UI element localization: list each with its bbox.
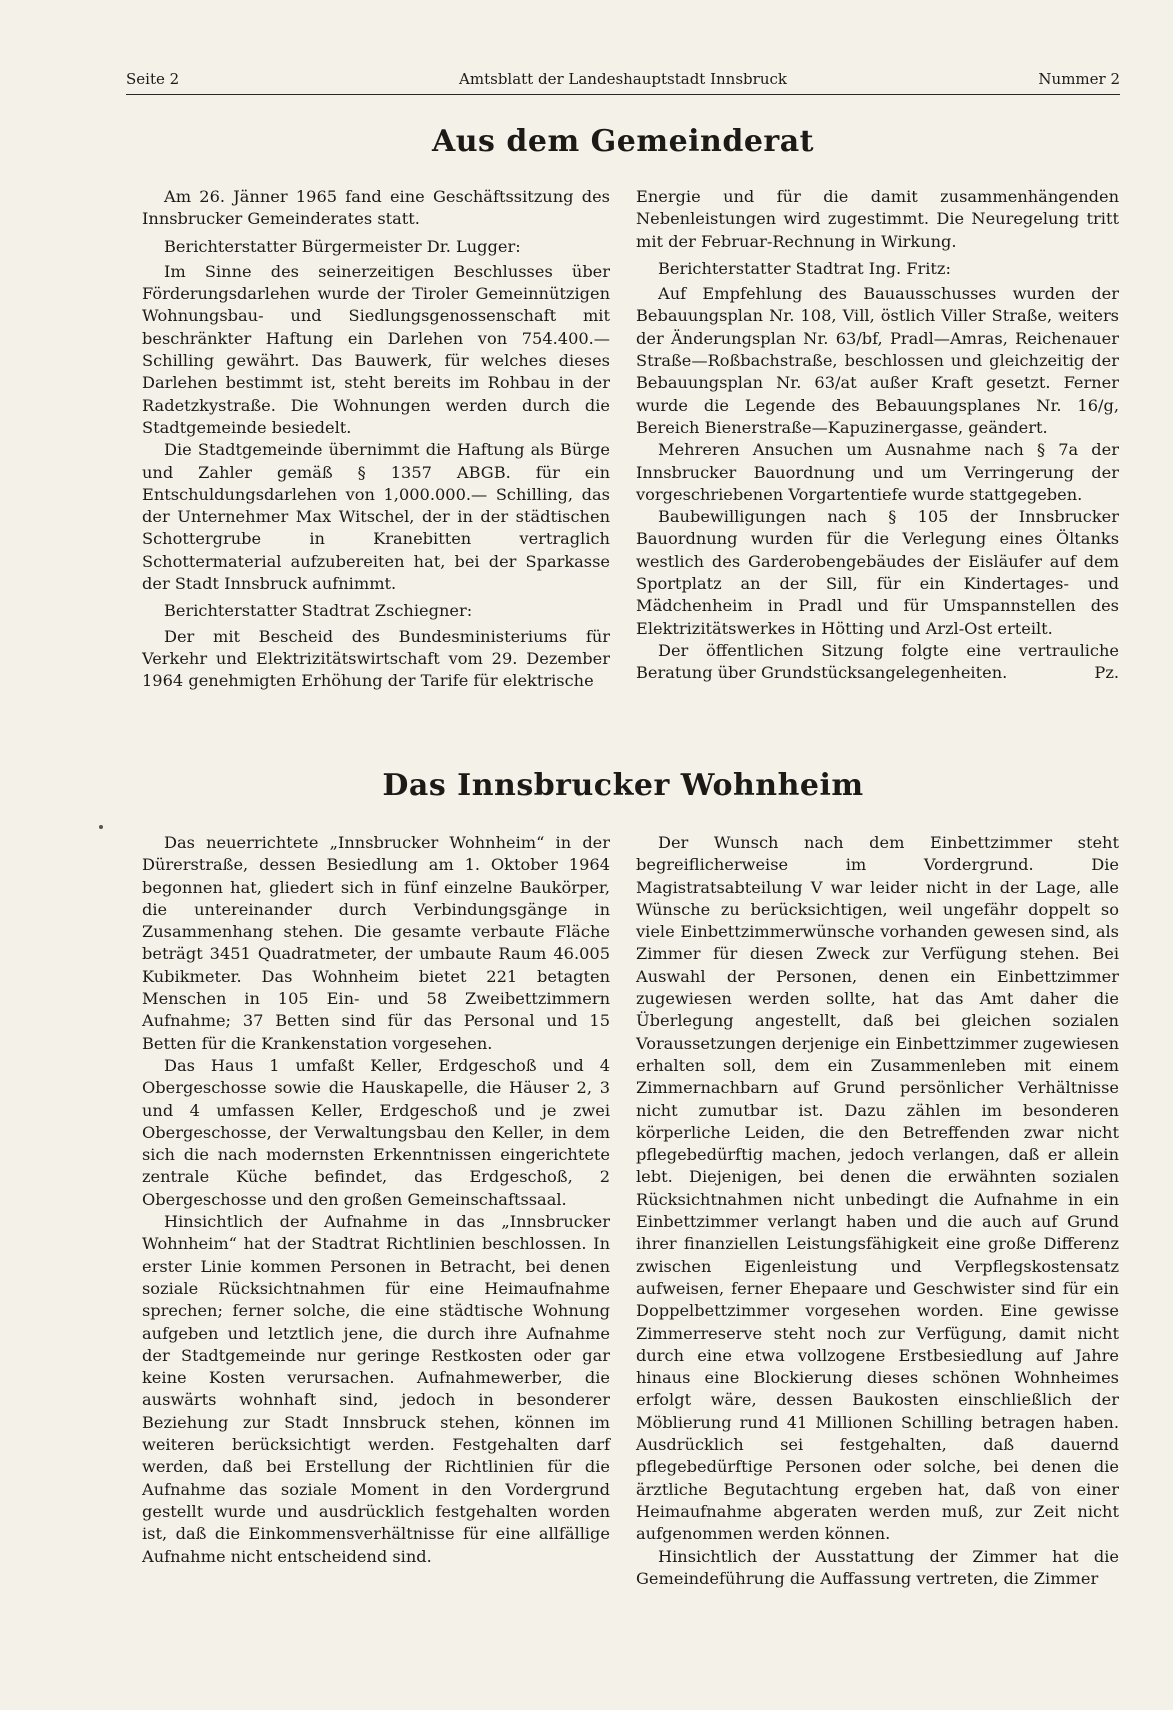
reporter-line: Berichterstatter Bürgermeister Dr. Lugger:: [164, 236, 521, 256]
paragraph: Mehreren Ansuchen um Ausnahme nach § 7a der Innsbrucker Bauordnung und um Verringerung der vorgeschriebenen Vorgartentiefe wurde stattgegeben.: [636, 440, 1119, 504]
print-speck: [99, 825, 103, 829]
paragraph: Baubewilligungen nach § 105 der Innsbrucker Bauordnung wurden für die Verlegung eines Öltanks westlich des Garderobengebäudes der Eisläufer auf dem Sportplatz an der Sill, für ein Kindertages- und Mädchenheim in Pradl und für Umspannstellen des Elektrizitätswerkes in Hötting und Arzl-Ost erteilt.: [636, 507, 1119, 638]
article2-column-left: [142, 832, 610, 1568]
paragraph: Das Haus 1 umfaßt Keller, Erdgeschoß und 4 Obergeschosse sowie die Hauskapelle, die Häuser 2, 3 und 4 umfassen Keller, Erdgeschoß und je zwei Obergeschosse, der Verwaltungsbau den Keller, in dem sich die nach modernsten Erkenntnissen eingerichtete zentrale Küche befindet, das Erdgeschoß, 2 Obergeschosse und den großen Gemeinschaftssaal.: [142, 1055, 610, 1209]
author-signature: Pz.: [1094, 663, 1119, 683]
paragraph: Im Sinne des seinerzeitigen Beschlusses über Förderungsdarlehen wurde der Tiroler Gemeinnützigen Wohnungsbau- und Siedlungsgenossenschaft mit beschränkter Haftung ein Darlehen von 754.400.— Schilling gewährt. Das Bauwerk, für welches dieses Darlehen bestimmt ist, steht bereits im Rohbau in der Radetzkystraße. Die Wohnungen werden durch die Stadtgemeinde besiedelt.: [142, 261, 610, 437]
paragraph: Der öffentlichen Sitzung folgte eine vertrauliche Beratung über Grundstücksangelegenheiten.: [636, 640, 1119, 683]
article-title-wohnheim: Das Innsbrucker Wohnheim: [382, 768, 864, 803]
paragraph: Der mit Bescheid des Bundesministeriums für Verkehr und Elektrizitätswirtschaft vom 29. Dezember 1964 genehmigten Erhöhung der Tarife für elektrische: [142, 626, 610, 691]
paragraph: Das neuerrichtete „Innsbrucker Wohnheim“ in der Dürerstraße, dessen Besiedlung am 1. Oktober 1964 begonnen hat, gliedert sich in fünf einzelne Baukörper, die untereinander durch Verbindungsgänge in Zusammenhang stehen. Die gesamte verbaute Fläche beträgt 3451 Quadratmeter, der umbaute Raum 46.005 Kubikmeter. Das Wohnheim bietet 221 betagten Menschen in 105 Ein- und 58 Zweibettzimmern Aufnahme; 37 Betten sind für das Personal und 15 Betten für die Krankenstation vorgesehen.: [142, 833, 610, 1053]
page-number: Seite 2: [126, 70, 180, 88]
article1-column-left: [142, 186, 610, 693]
paragraph: Die Stadtgemeinde übernimmt die Haftung als Bürge und Zahler gemäß § 1357 ABGB. für ein Entschuldungsdarlehen von 1,000.000.— Schilling, das der Unternehmer Max Witschel, der in der städtischen Schottergrube in Kranebitten vertraglich Schottermaterial aufzubereiten hat, bei der Sparkasse der Stadt Innsbruck aufnimmt.: [142, 440, 610, 594]
reporter-line: Berichterstatter Stadtrat Ing. Fritz:: [658, 258, 951, 278]
issue-number: Nummer 2: [1038, 70, 1120, 88]
article2-column-right: [636, 832, 1119, 1590]
paragraph: Auf Empfehlung des Bauausschusses wurden der Bebauungsplan Nr. 108, Vill, östlich Viller Straße, weiters der Änderungsplan Nr. 63/bf, Pradl—Amras, Reichenauer Straße—Roßbachstraße, beschlossen und gleichzeitig der Bebauungsplan Nr. 63/at außer Kraft gesetzt. Ferner wurde die Legende des Bebauungsplanes Nr. 16/g, Bereich Bienerstraße—Kapuzinergasse, geändert.: [636, 284, 1119, 437]
page-header: [126, 68, 1120, 95]
paragraph-with-signature: [636, 640, 1119, 685]
paragraph: Energie und für die damit zusammenhängenden Nebenleistungen wird zugestimmt. Die Neuregelung tritt mit der Februar-Rechnung in Wirkung.: [636, 187, 1119, 251]
paragraph: Der Wunsch nach dem Einbettzimmer steht begreiflicherweise im Vordergrund. Die Magistratsabteilung V war leider nicht in der Lage, alle Wünsche zu berücksichtigen, weil ungefähr doppelt so viele Einbettzimmerwünsche vorhanden gewesen sind, als Zimmer für diesen Zweck zur Verfügung stehen. Bei Auswahl der Personen, denen ein Einbettzimmer zugewiesen werden sollte, hat das Amt daher die Überlegung angestellt, daß bei gleichen sozialen Voraussetzungen derjenige ein Einbettzimmer zugewiesen erhalten soll, dem ein Zusammenleben mit einem Zimmernachbarn auf Grund persönlicher Verhältnisse nicht zumutbar ist. Dazu zählen im besonderen körperliche Leiden, die den Betreffenden zwar nicht pflegebedürftig machen, jedoch verlangen, daß er allein lebt. Diejenigen, bei denen die erwähnten sozialen Rücksichtnahmen nicht unbedingt die Aufnahme in ein Einbettzimmer verlangt haben und die auch auf Grund ihrer finanziellen Leistungsfähigkeit eine große Differenz zwischen Eigenleistung und Verpflegskostensatz aufweisen, ferner Ehepaare und Geschwister sind für ein Doppelbettzimmer vorgesehen worden. Eine gewisse Zimmerreserve steht noch zur Verfügung, damit nicht durch eine etwa vollzogene Erstbesiedlung auf Jahre hinaus eine Blockierung dieses schönen Wohnheimes erfolgt wäre, dessen Baukosten einschließlich der Möblierung rund 41 Millionen Schilling betragen haben. Ausdrücklich sei festgehalten, daß dauernd pflegebedürftige Personen oder solche, bei denen die ärztliche Begutachtung ergeben hat, daß von einer Heimaufnahme abgeraten werden muß, zur Zeit nicht aufgenommen werden können.: [636, 833, 1119, 1544]
paragraph: Am 26. Jänner 1965 fand eine Geschäftssitzung des Innsbrucker Gemeinderates statt.: [142, 187, 610, 229]
article1-column-right: [636, 186, 1119, 685]
article-title-gemeinderat: Aus dem Gemeinderat: [431, 124, 815, 159]
reporter-line: Berichterstatter Stadtrat Zschiegner:: [164, 601, 473, 621]
paragraph: Hinsichtlich der Ausstattung der Zimmer hat die Gemeindeführung die Auffassung vertreten, die Zimmer: [636, 1546, 1119, 1588]
paragraph: Hinsichtlich der Aufnahme in das „Innsbrucker Wohnheim“ hat der Stadtrat Richtlinien beschlossen. In erster Linie kommen Personen in Betracht, bei denen soziale Rücksichtnahmen für eine Heimaufnahme sprechen; ferner solche, die eine städtische Wohnung aufgeben und letztlich jene, die durch ihre Aufnahme der Stadtgemeinde nur geringe Restkosten oder gar keine Kosten verursachen. Aufnahmewerber, die auswärts wohnhaft sind, jedoch in besonderer Beziehung zur Stadt Innsbruck stehen, können im weiteren berücksichtigt werden. Festgehalten darf werden, daß bei Erstellung der Richtlinien für die Aufnahme das soziale Moment in den Vordergrund gestellt wurde und ausdrücklich festgehalten worden ist, daß die Einkommensverhältnisse für eine allfällige Aufnahme nicht entscheidend sind.: [142, 1212, 610, 1566]
publication-title: Amtsblatt der Landeshauptstadt Innsbruck: [459, 70, 787, 88]
